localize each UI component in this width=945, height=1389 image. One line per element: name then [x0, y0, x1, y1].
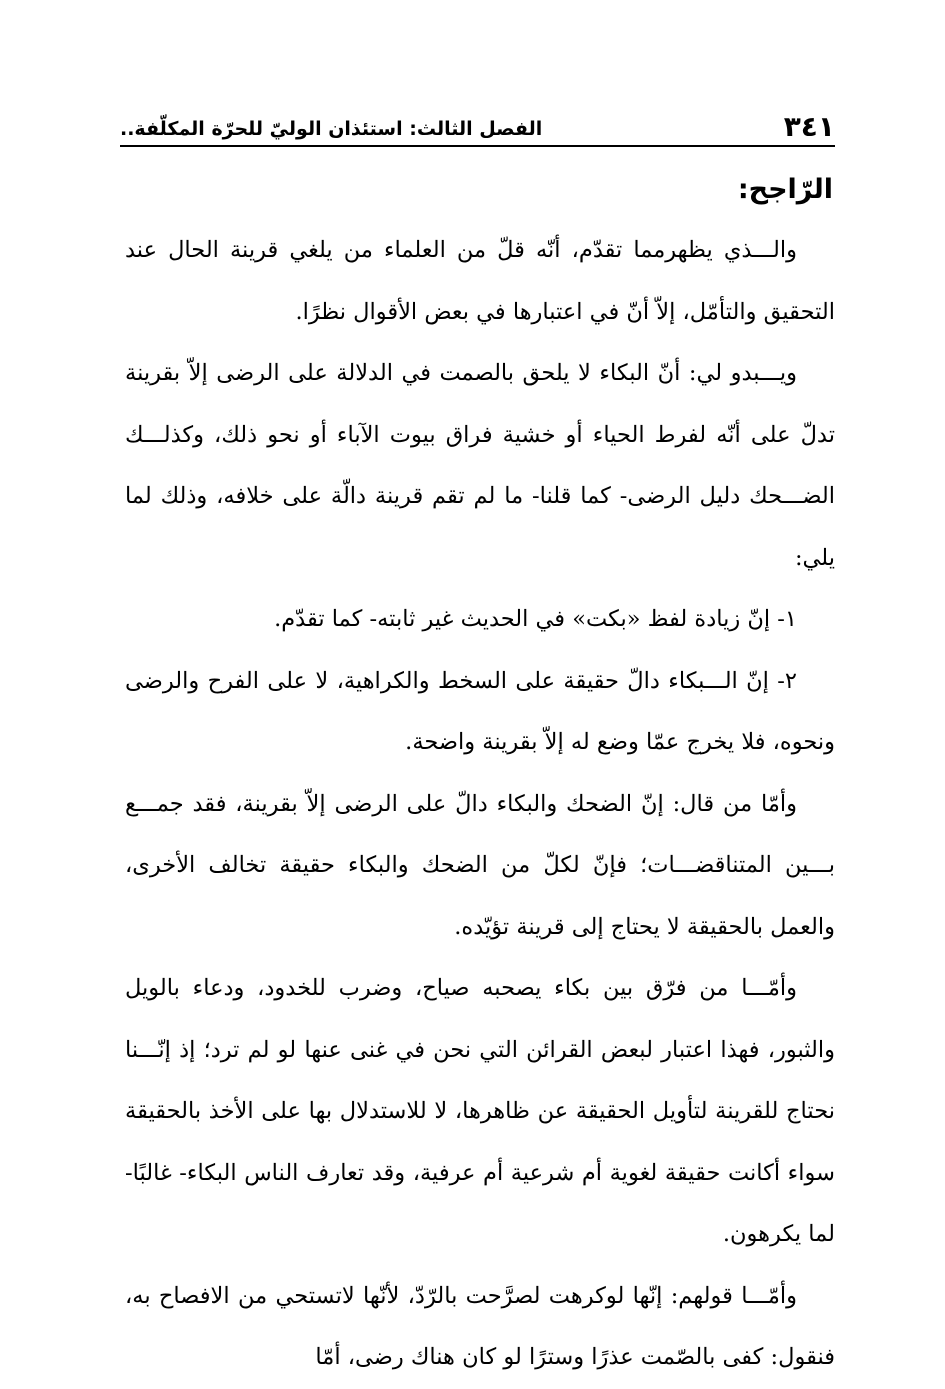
page-body [125, 160, 835, 1389]
header-divider [120, 145, 835, 147]
section-heading: الرّاجح: [737, 174, 833, 205]
paragraph-rebuttal-1: وأمّا من قال: إنّ الضحك والبكاء دالّ على الرضى إلاّ بقرينة، فقد جمـــع بـــين المتناقضـــات؛ فإنّ لكلّ من الضحك والبكاء حقيقة تخالف الأخرى، والعمل بالحقيقة لا يحتاج إلى قرينة تؤيّده. [125, 790, 835, 940]
paragraph-conclusion: والـــذي يظهرمما تقدّم، أنّه قلّ من العلماء من يلغي قرينة الحال عند التحقيق والتأمّل، إلاّ أنّ في اعتبارها في بعض الأقوال نظرًا. [125, 237, 835, 325]
list-item-1: ١- إنّ زيادة لفظ «بكت» في الحديث غير ثابته- كما تقدّم. [274, 606, 797, 632]
paragraph-rebuttal-2: وأمّـــا من فرّق بين بكاء يصحبه صياح، وضرب للخدود، ودعاء بالويل والثبور، فهذا اعتبار لبعض القرائن التي نحن في غنى عنها لو لم ترد؛ إذ إنّـــنا نحتاج للقرينة لتأويل الحقيقة عن ظاهرها، لا للاستدلال بها على الأخذ بالحقيقة سواء أكانت حقيقة لغوية أم شرعية أم عرفية، وقد تعارف الناس البكاء- غالبًا- لما يكرهون. [125, 975, 835, 1247]
running-header [120, 104, 835, 144]
page-number: ٣٤١ [783, 110, 835, 143]
chapter-title: الفصل الثالث: استئذان الوليّ للحرّة المكلّفة.. [120, 118, 543, 140]
paragraph-opinion: ويـــبدو لي: أنّ البكاء لا يلحق بالصمت في الدلالة على الرضى إلاّ بقرينة تدلّ على أنّه لفرط الحياء أو خشية فراق بيوت الآباء أو نحو ذلك، وكذلـــك الضـــحك دليل الرضى- كما قلنا- ما لم تقم قرينة دالّة على خلافه، وذلك لما يلي: [125, 360, 835, 571]
list-item-2: ٢- إنّ الـــبكاء دالّ حقيقة على السخط والكراهية، لا على الفرح والرضى ونحوه، فلا يخرج عمّا وضع له إلاّ بقرينة واضحة. [125, 667, 835, 755]
paragraph-rebuttal-3: وأمّـــا قولهم: إنّها لوكرهت لصرَّحت بالرّدّ، لأنّها لاتستحي من الافصاح به، فنقول: كفى بالصّمت عذرًا وسترًا لو كان هناك رضى، أمّا [125, 1282, 835, 1370]
